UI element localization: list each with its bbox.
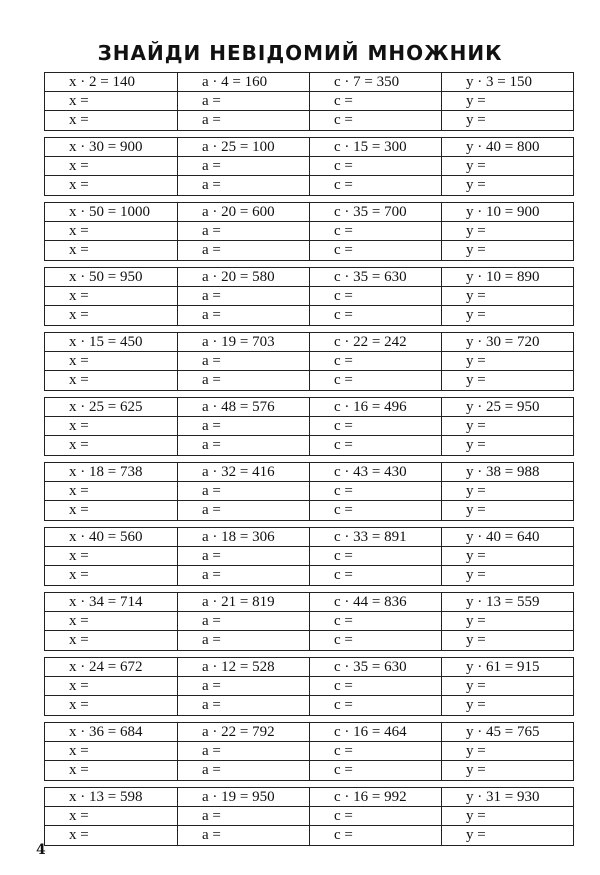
answer-cell[interactable]: c = [309, 352, 441, 371]
equation-cell: c · 35 = 630 [309, 658, 441, 677]
answer-cell[interactable]: x = [69, 632, 89, 648]
answer-cell[interactable]: a = [177, 826, 309, 845]
answer-cell[interactable]: a = [177, 222, 309, 241]
equation-cell: x · 15 = 450 [45, 333, 177, 352]
answer-cell[interactable]: c = [309, 677, 441, 696]
equation-cell: x · 24 = 672 [45, 658, 177, 677]
answer-cell[interactable]: a = [177, 436, 309, 455]
answer-cell[interactable]: x = [45, 742, 177, 761]
equation-cell: c · 16 = 992 [309, 788, 441, 807]
answer-cell[interactable]: a = [177, 696, 309, 715]
exercise-block [44, 137, 574, 196]
answer-cell[interactable]: c = [309, 482, 441, 501]
answer-cell[interactable]: y = [441, 436, 573, 455]
equation-cell: x · 13 = 598 [45, 788, 177, 807]
answer-cell[interactable]: a = [177, 111, 309, 130]
equation-cell: x · 25 = 625 [45, 398, 177, 417]
equation-cell: c · 7 = 350 [309, 73, 441, 92]
answer-cell[interactable]: x = [45, 677, 177, 696]
equation-cell: y · 31 = 930 [441, 788, 573, 807]
answer-cell[interactable]: y = [441, 352, 573, 371]
answer-cell[interactable]: y = [441, 566, 573, 585]
equation-cell: x · 34 = 714 [45, 593, 177, 612]
answer-cell[interactable]: y = [441, 417, 573, 436]
answer-cell[interactable]: x = [69, 437, 89, 453]
answer-cell[interactable]: x = [69, 762, 89, 778]
equation-cell: y · 13 = 559 [441, 593, 573, 612]
answer-cell[interactable]: x = [45, 547, 177, 566]
exercise-block [44, 202, 574, 261]
exercise-block [44, 592, 574, 651]
answer-cell[interactable]: x = [69, 567, 89, 583]
answer-cell[interactable]: y = [441, 547, 573, 566]
answer-cell[interactable]: c = [309, 371, 441, 390]
answer-cell[interactable]: a = [177, 352, 309, 371]
exercise-block [44, 397, 574, 456]
equation-cell: a · 19 = 950 [177, 788, 309, 807]
answer-cell[interactable]: a = [177, 417, 309, 436]
answer-cell[interactable]: a = [177, 547, 309, 566]
answer-cell[interactable]: x = [45, 807, 177, 826]
answer-cell[interactable]: x = [69, 177, 89, 193]
exercise-block [44, 72, 574, 131]
equation-cell: c · 43 = 430 [309, 463, 441, 482]
answer-cell[interactable]: c = [309, 501, 441, 520]
answer-cell[interactable]: y = [441, 612, 573, 631]
answer-cell[interactable]: c = [309, 742, 441, 761]
answer-cell[interactable]: y = [441, 482, 573, 501]
equation-cell: a · 4 = 160 [177, 73, 309, 92]
equation-cell: y · 61 = 915 [441, 658, 573, 677]
answer-cell[interactable]: y = [441, 501, 573, 520]
answer-cell[interactable]: x = [45, 157, 177, 176]
equation-cell: a · 20 = 600 [177, 203, 309, 222]
equation-cell: y · 10 = 900 [441, 203, 573, 222]
answer-cell[interactable]: a = [177, 371, 309, 390]
equation-cell: x · 50 = 950 [45, 268, 177, 287]
answer-cell[interactable]: c = [309, 92, 441, 111]
equation-cell: y · 45 = 765 [441, 723, 573, 742]
equation-cell: a · 48 = 576 [177, 398, 309, 417]
answer-cell[interactable]: a = [177, 501, 309, 520]
exercise-block [44, 657, 574, 716]
equation-cell: x · 40 = 560 [45, 528, 177, 547]
answer-cell[interactable]: y = [441, 241, 573, 260]
answer-cell[interactable]: a = [177, 482, 309, 501]
answer-cell[interactable]: c = [309, 111, 441, 130]
answer-cell[interactable]: y = [441, 222, 573, 241]
answer-cell[interactable]: x = [45, 417, 177, 436]
answer-cell[interactable]: c = [309, 306, 441, 325]
answer-cell[interactable]: x = [69, 242, 89, 258]
equation-cell: y · 3 = 150 [441, 73, 573, 92]
answer-cell[interactable]: y = [441, 826, 573, 845]
answer-cell[interactable]: x = [45, 482, 177, 501]
answer-cell[interactable]: x = [45, 352, 177, 371]
answer-cell[interactable]: x = [69, 502, 89, 518]
page-title: ЗНАЙДИ НЕВІДОМИЙ МНОЖНИК [97, 41, 503, 65]
equation-cell: y · 25 = 950 [441, 398, 573, 417]
answer-cell[interactable]: c = [309, 807, 441, 826]
answer-cell[interactable]: c = [309, 566, 441, 585]
answer-cell[interactable]: c = [309, 436, 441, 455]
answer-cell[interactable]: x = [45, 92, 177, 111]
answer-cell[interactable]: y = [441, 696, 573, 715]
answer-cell[interactable]: c = [309, 826, 441, 845]
equation-cell: a · 21 = 819 [177, 593, 309, 612]
equation-cell: c · 33 = 891 [309, 528, 441, 547]
answer-cell[interactable]: x = [69, 827, 89, 843]
answer-cell[interactable]: y = [441, 176, 573, 195]
equation-cell: y · 40 = 640 [441, 528, 573, 547]
answer-cell[interactable]: c = [309, 241, 441, 260]
equation-cell: c · 35 = 630 [309, 268, 441, 287]
equation-cell: x · 36 = 684 [45, 723, 177, 742]
equation-cell: y · 40 = 800 [441, 138, 573, 157]
answer-cell[interactable]: a = [177, 176, 309, 195]
answer-cell[interactable]: y = [441, 287, 573, 306]
equation-cell: a · 19 = 703 [177, 333, 309, 352]
answer-cell[interactable]: c = [309, 631, 441, 650]
answer-cell[interactable]: y = [441, 742, 573, 761]
exercise-block [44, 267, 574, 326]
equation-cell: c · 15 = 300 [309, 138, 441, 157]
answer-cell[interactable]: c = [309, 287, 441, 306]
answer-cell[interactable]: a = [177, 92, 309, 111]
equation-cell: a · 12 = 528 [177, 658, 309, 677]
answer-cell[interactable]: a = [177, 241, 309, 260]
answer-cell[interactable]: y = [441, 111, 573, 130]
answer-cell[interactable]: c = [309, 222, 441, 241]
exercise-block [44, 722, 574, 781]
answer-cell[interactable]: c = [309, 612, 441, 631]
equation-cell: x · 50 = 1000 [45, 203, 177, 222]
answer-cell[interactable]: y = [441, 761, 573, 780]
answer-cell[interactable]: a = [177, 742, 309, 761]
answer-cell[interactable]: x = [69, 307, 89, 323]
equation-cell: y · 30 = 720 [441, 333, 573, 352]
answer-cell[interactable]: a = [177, 566, 309, 585]
exercise-block [44, 787, 574, 846]
page-number: 4 [36, 842, 46, 858]
answer-cell[interactable]: y = [441, 157, 573, 176]
answer-cell[interactable]: x = [69, 112, 89, 128]
equation-cell: c · 16 = 464 [309, 723, 441, 742]
answer-cell[interactable]: a = [177, 306, 309, 325]
exercise-blocks [44, 72, 574, 852]
answer-cell[interactable]: a = [177, 807, 309, 826]
answer-cell[interactable]: x = [45, 612, 177, 631]
equation-cell: a · 32 = 416 [177, 463, 309, 482]
answer-cell[interactable]: x = [69, 697, 89, 713]
answer-cell[interactable]: y = [441, 631, 573, 650]
equation-cell: y · 10 = 890 [441, 268, 573, 287]
exercise-block [44, 332, 574, 391]
answer-cell[interactable]: c = [309, 761, 441, 780]
answer-cell[interactable]: x = [45, 287, 177, 306]
equation-cell: a · 20 = 580 [177, 268, 309, 287]
equation-cell: c · 35 = 700 [309, 203, 441, 222]
answer-cell[interactable]: c = [309, 547, 441, 566]
equation-cell: a · 22 = 792 [177, 723, 309, 742]
answer-cell[interactable]: c = [309, 176, 441, 195]
equation-cell: c · 44 = 836 [309, 593, 441, 612]
answer-cell[interactable]: a = [177, 612, 309, 631]
answer-cell[interactable]: a = [177, 761, 309, 780]
answer-cell[interactable]: y = [441, 306, 573, 325]
equation-cell: c · 16 = 496 [309, 398, 441, 417]
answer-cell[interactable]: y = [441, 677, 573, 696]
answer-cell[interactable]: x = [45, 222, 177, 241]
answer-cell[interactable]: y = [441, 371, 573, 390]
exercise-block [44, 527, 574, 586]
equation-cell: x · 30 = 900 [45, 138, 177, 157]
answer-cell[interactable]: a = [177, 631, 309, 650]
equation-cell: y · 38 = 988 [441, 463, 573, 482]
answer-cell[interactable]: a = [177, 287, 309, 306]
equation-cell: a · 18 = 306 [177, 528, 309, 547]
equation-cell: x · 2 = 140 [45, 73, 177, 92]
exercise-block [44, 462, 574, 521]
answer-cell[interactable]: y = [441, 807, 573, 826]
answer-cell[interactable]: c = [309, 696, 441, 715]
answer-cell[interactable]: y = [441, 92, 573, 111]
equation-cell: x · 18 = 738 [45, 463, 177, 482]
answer-cell[interactable]: c = [309, 417, 441, 436]
answer-cell[interactable]: x = [69, 372, 89, 388]
answer-cell[interactable]: c = [309, 157, 441, 176]
answer-cell[interactable]: a = [177, 157, 309, 176]
equation-cell: c · 22 = 242 [309, 333, 441, 352]
equation-cell: a · 25 = 100 [177, 138, 309, 157]
answer-cell[interactable]: a = [177, 677, 309, 696]
